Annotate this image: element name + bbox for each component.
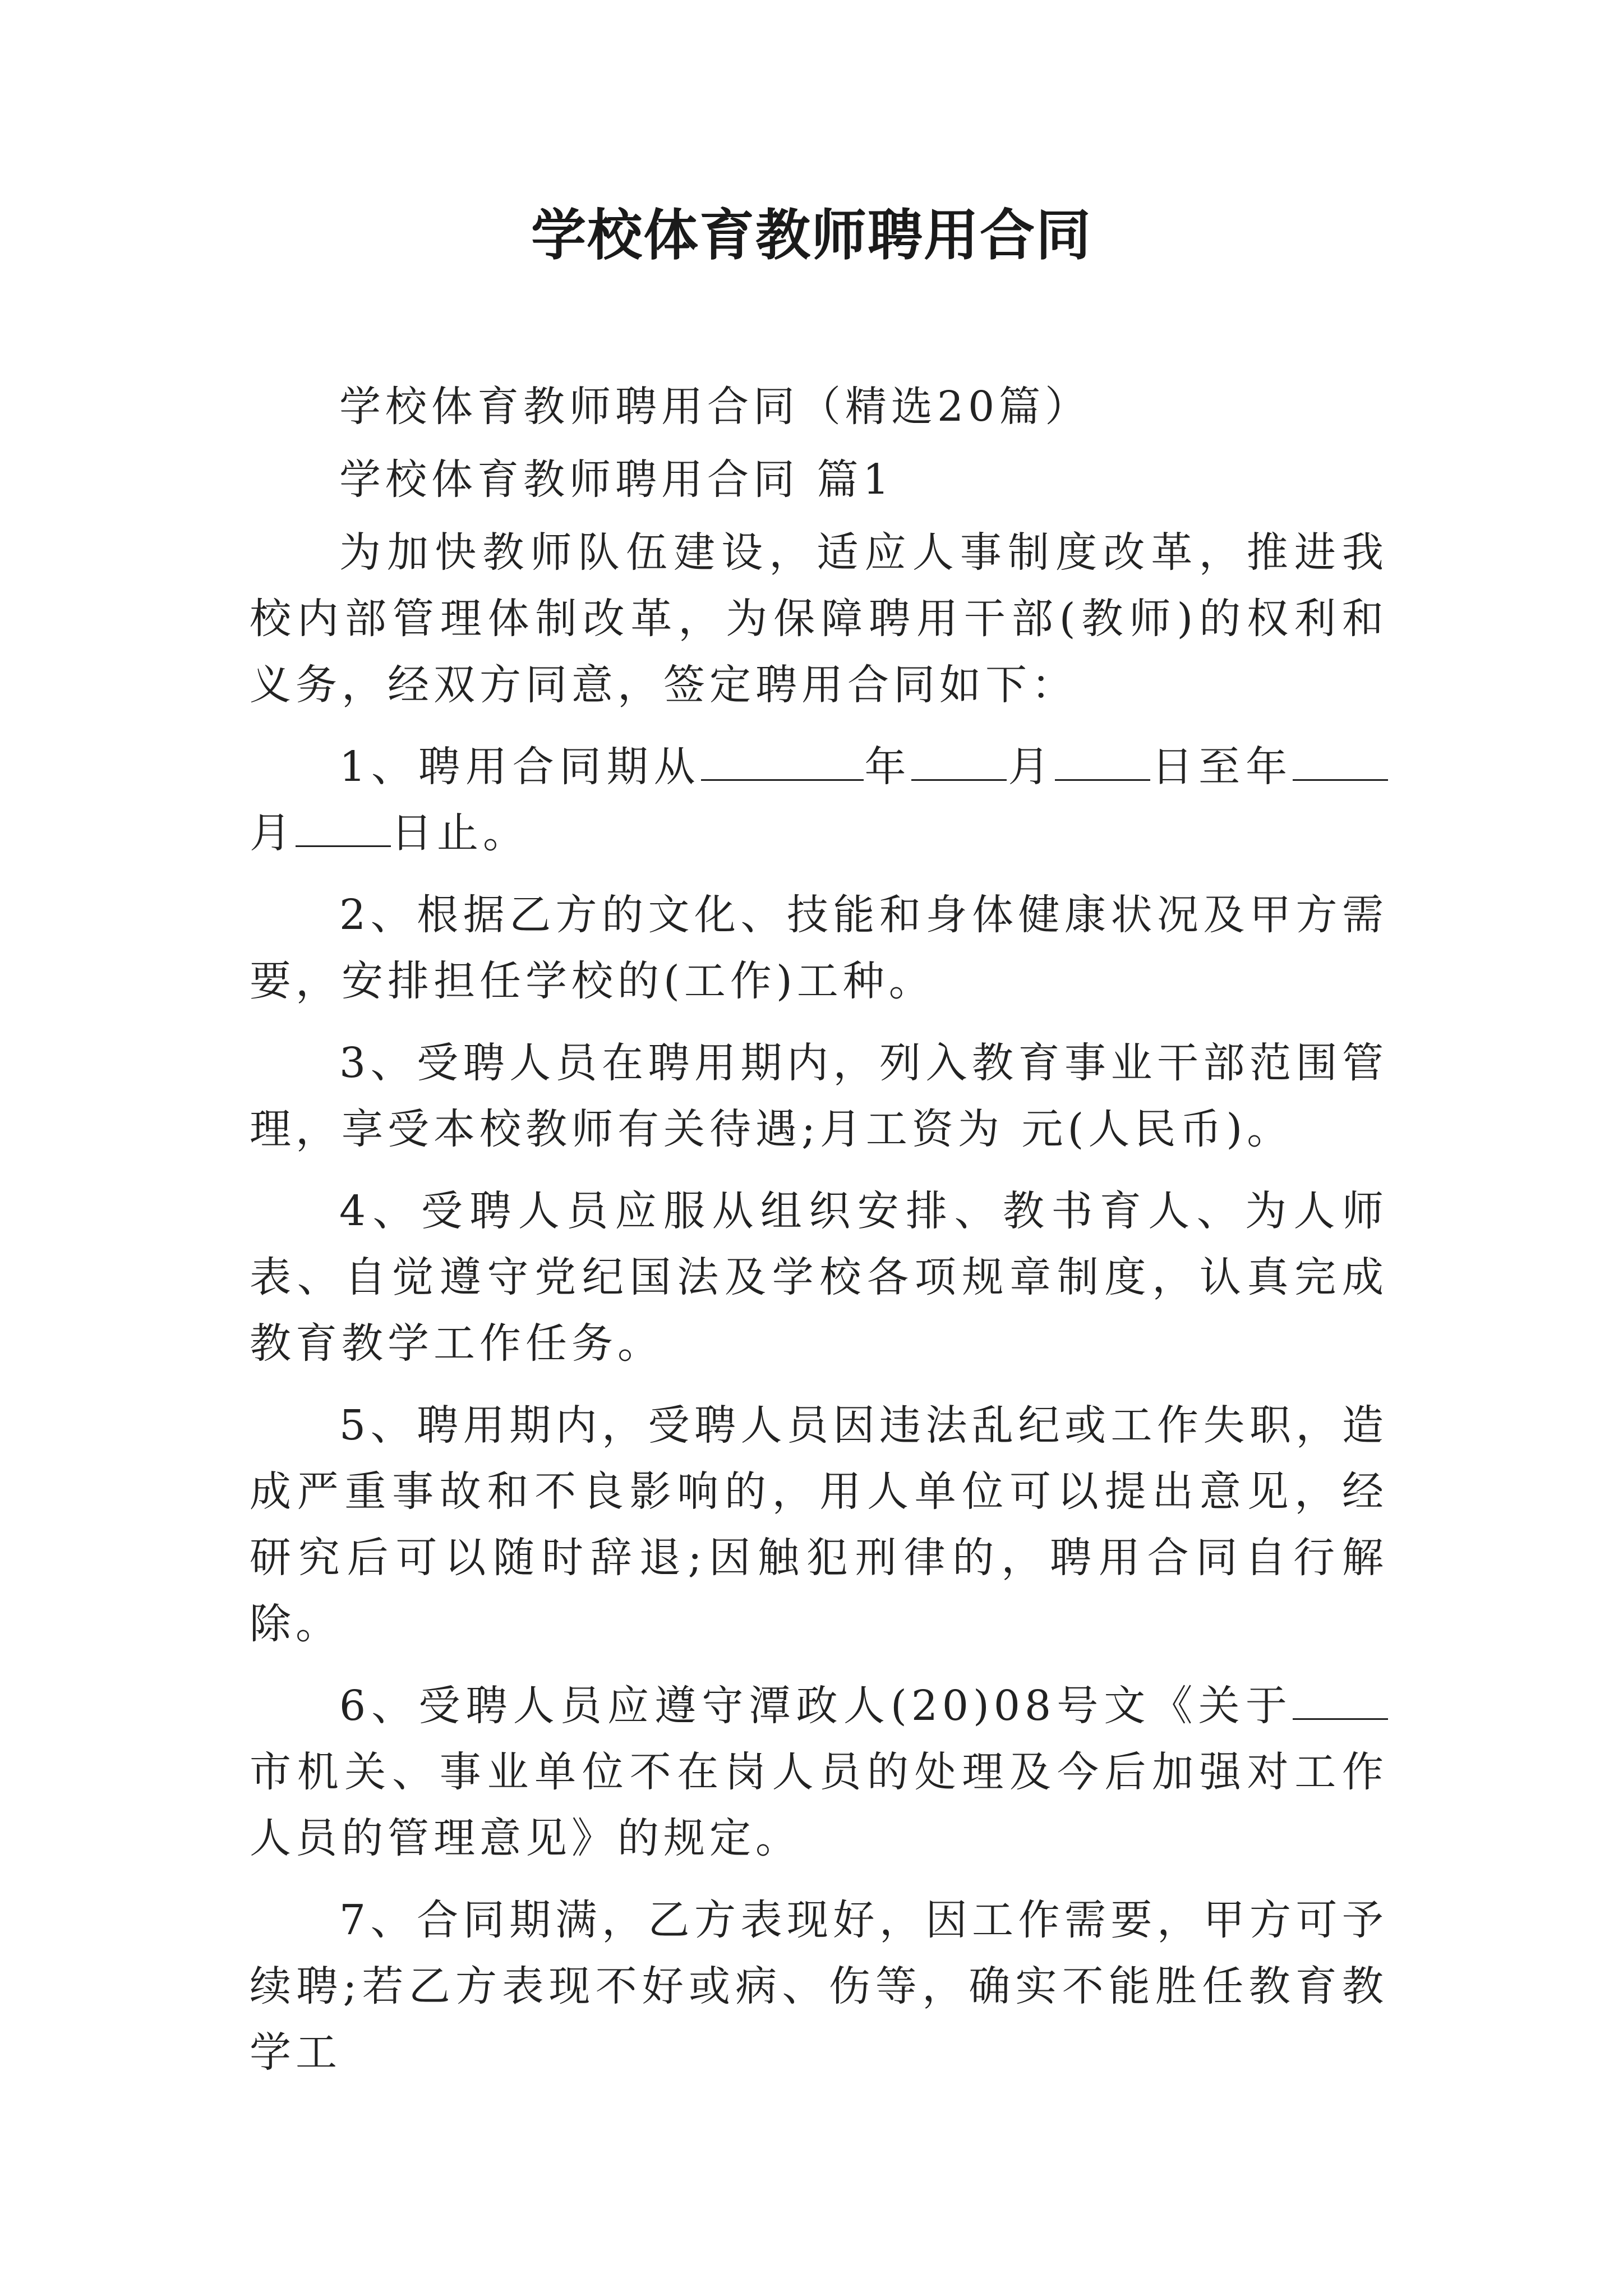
clause-1-text-f: 日止。: [391, 809, 529, 857]
clause-6-text-a: 6、受聘人员应遵守潭政人(20)08号文《关于: [339, 1682, 1293, 1730]
clause-7: 7、合同期满，乙方表现好，因工作需要，甲方可予续聘;若乙方表现不好或病、伤等，确实不能胜任教育教学工: [250, 1896, 1388, 2077]
clause-1-text-c: 月: [1007, 743, 1055, 791]
blank-line: [911, 739, 1007, 781]
clause-3: 3、受聘人员在聘用期内，列入教育事业干部范围管理，享受本校教师有关待遇;月工资为 元(人民币)。: [250, 1039, 1388, 1153]
clause-1: [250, 734, 1388, 866]
clause-1-text-b: 年: [863, 743, 912, 791]
subtitle-line: 学校体育教师聘用合同（精选20篇）: [339, 383, 1091, 431]
clause-2: 2、根据乙方的文化、技能和身体健康状况及甲方需要，安排担任学校的(工作)工种。: [250, 891, 1388, 1005]
section-heading: 学校体育教师聘用合同 篇1: [339, 455, 894, 504]
document-title: 学校体育教师聘用合同: [531, 203, 1092, 268]
clause-1-text-e: 月: [250, 809, 296, 857]
clause-6-text-b: 市机关、事业单位不在岗人员的处理及今后加强对工作人员的管理意见》的规定。: [250, 1748, 1388, 1862]
blank-line: [1293, 739, 1388, 781]
clause-1-text-a: 1、聘用合同期从: [339, 743, 701, 791]
blank-line: [296, 805, 391, 847]
blank-line: [1055, 739, 1150, 781]
intro-paragraph: 为加快教师队伍建设，适应人事制度改革，推进我校内部管理体制改革，为保障聘用干部(教师)的权利和义务，经双方同意，签定聘用合同如下：: [250, 528, 1388, 709]
blank-line: [1293, 1678, 1388, 1720]
clause-4: 4、受聘人员应服从组织安排、教书育人、为人师表、自觉遵守党纪国法及学校各项规章制度，认真完成教育教学工作任务。: [250, 1187, 1388, 1368]
clause-6: [250, 1673, 1388, 1871]
clause-1-text-d: 日至年: [1150, 743, 1293, 791]
document-body: [250, 374, 1388, 2101]
clause-5: 5、聘用期内，受聘人员因违法乱纪或工作失职，造成严重事故和不良影响的，用人单位可以提出意见，经研究后可以随时辞退;因触犯刑律的，聘用合同自行解除。: [250, 1401, 1388, 1648]
blank-line: [701, 739, 864, 781]
